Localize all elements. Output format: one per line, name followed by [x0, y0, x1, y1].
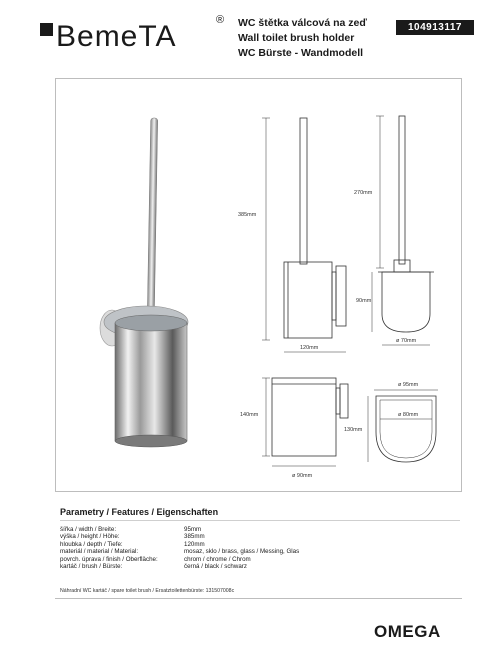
- holder-front-view: [262, 378, 348, 466]
- param-value: 385mm: [184, 533, 205, 541]
- dim-140: 140mm: [240, 412, 259, 418]
- brand-logo: BemeTA: [56, 20, 177, 53]
- dim-phi95: ø 95mm: [398, 382, 419, 388]
- title-en: Wall toilet brush holder: [238, 32, 355, 44]
- param-value: 120mm: [184, 540, 205, 548]
- dim-120: 120mm: [300, 345, 319, 351]
- front-view: [262, 118, 346, 352]
- dim-90: 90mm: [356, 298, 372, 304]
- side-view: [372, 116, 434, 345]
- params-table: [60, 526, 299, 570]
- title-de: WC Bürste - Wandmodell: [238, 47, 364, 59]
- param-key: hloubka / depth / Tiefe:: [60, 540, 123, 548]
- dim-385: 385mm: [238, 212, 257, 218]
- param-row: [60, 563, 299, 570]
- dim-phi70: ø 70mm: [396, 338, 417, 344]
- product-code-badge: 104913117: [396, 20, 474, 35]
- registered-mark: ®: [216, 14, 225, 26]
- footer-divider: [55, 598, 462, 599]
- param-key: povrch. úprava / finish / Oberfläche:: [60, 555, 158, 563]
- dim-phi80: ø 80mm: [398, 412, 419, 418]
- param-row: [60, 526, 299, 533]
- param-key: kartáč / brush / Bürste:: [60, 563, 123, 571]
- dim-phi90: ø 90mm: [292, 473, 313, 479]
- series-name: OMEGA: [374, 622, 441, 641]
- param-value: 95mm: [184, 526, 202, 533]
- param-key: výška / height / Höhe:: [60, 533, 120, 541]
- param-row: [60, 548, 299, 555]
- param-row: [60, 556, 299, 563]
- product-photo: [100, 118, 188, 447]
- param-value: chrom / chrome / Chrom: [184, 555, 251, 563]
- dim-270: 270mm: [354, 190, 373, 196]
- param-key: materiál / material / Material:: [60, 548, 139, 556]
- param-row: [60, 533, 299, 540]
- title-cz: WC štětka válcová na zeď: [238, 17, 367, 29]
- params-divider: [60, 520, 460, 521]
- param-row: [60, 541, 299, 548]
- params-title: Parametry / Features / Eigenschaften: [60, 507, 219, 517]
- spare-part-note: Náhradní WC kartáč / spare toilet brush / Ersatztoilettenbürste: 131507008c: [60, 588, 235, 594]
- dim-130: 130mm: [344, 427, 363, 433]
- param-value: černá / black / schwarz: [184, 563, 247, 571]
- param-value: mosaz, sklo / brass, glass / Messing, Glas: [184, 548, 300, 556]
- holder-side-view: [368, 390, 438, 462]
- param-key: šířka / width / Breite:: [60, 526, 117, 533]
